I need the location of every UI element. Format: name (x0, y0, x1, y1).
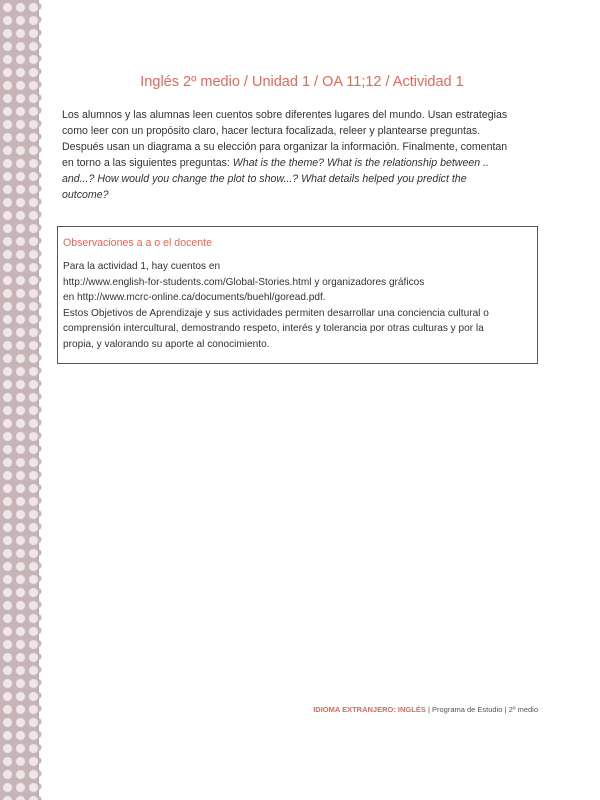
decorative-side-strip (0, 0, 39, 800)
footer-subject: IDIOMA EXTRANJERO: INGLÉS (313, 705, 426, 714)
intro-paragraph (62, 107, 532, 203)
intro-line: en torno a las siguientes preguntas: (62, 157, 233, 169)
observations-title: Observaciones a a o el docente (63, 237, 212, 249)
page-title: Inglés 2º medio / Unidad 1 / OA 11;12 / Actividad 1 (140, 74, 464, 90)
footer-separator: | (425, 705, 432, 714)
intro-question: What is the theme? What is the relationship between .. (232, 157, 489, 169)
intro-question: outcome? (62, 189, 109, 201)
teacher-observations-box (57, 226, 538, 364)
intro-question: and...? How would you change the plot to show...? What details helped you predict the (62, 173, 467, 185)
observation-line: comprensión intercultural, demostrando respeto, interés y tolerancia por otras culturas y por la (63, 323, 484, 334)
page-footer (313, 705, 538, 714)
intro-line: Después usan un diagrama a su elección para organizar la información. Finalmente, comentan (62, 141, 508, 153)
footer-separator: | (502, 705, 509, 714)
observation-line: Para la actividad 1, hay cuentos en (63, 261, 221, 272)
observation-link-line[interactable]: http://www.english-for-students.com/Global-Stories.html y organizadores gráficos (63, 276, 425, 288)
observation-link-line[interactable]: en http://www.mcrc-online.ca/documents/buehl/goread.pdf. (63, 292, 326, 303)
intro-line: como leer con un propósito claro, hacer lectura focalizada, releer y plantearse preguntas. (62, 125, 481, 137)
intro-line: Los alumnos y las alumnas leen cuentos sobre diferentes lugares del mundo. Usan estrategias (62, 109, 508, 121)
footer-level: 2º medio (508, 705, 538, 714)
observation-line: propia, y valorando su aporte al conocimiento. (63, 338, 270, 350)
observation-line: Estos Objetivos de Aprendizaje y sus actividades permiten desarrollar una conciencia cultural o (63, 307, 489, 319)
footer-program: Programa de Estudio (431, 705, 503, 714)
